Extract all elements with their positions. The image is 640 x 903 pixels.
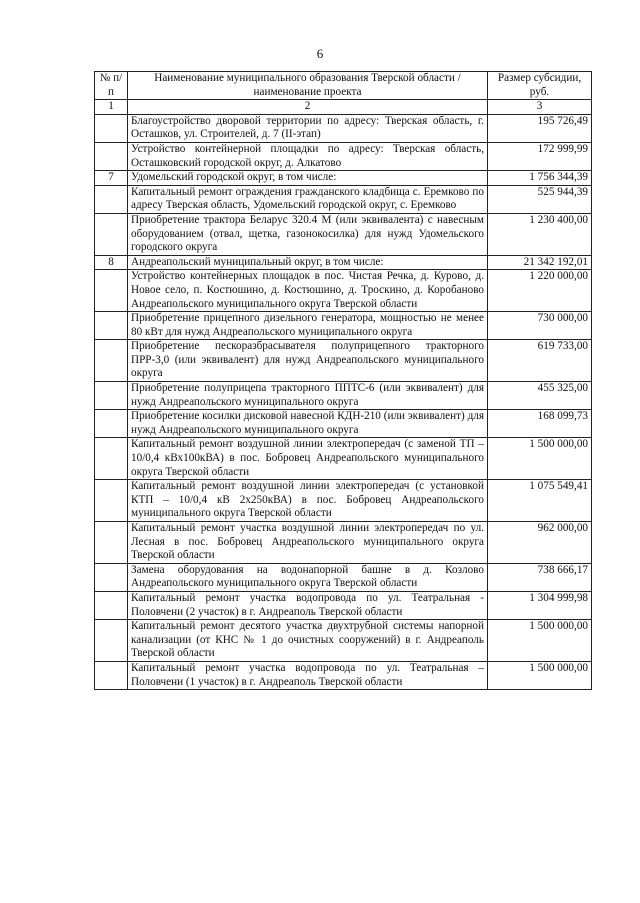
project-name: Андреапольский муниципальный округ, в том числе:	[128, 255, 488, 270]
subsidy-amount: 195 726,49	[488, 114, 592, 142]
table-row	[95, 255, 592, 270]
subsidy-amount: 168 099,73	[488, 410, 592, 438]
subsidy-amount: 738 666,17	[488, 563, 592, 591]
project-name: Капитальный ремонт воздушной линии электропередач (с заменой ТП – 10/0,4 кВх100кВА) в пос. Бобровец Андреапольского муниципального округа Тверской области	[128, 438, 488, 480]
table-row	[95, 522, 592, 564]
table-header-row	[95, 72, 592, 100]
table-row	[95, 620, 592, 662]
row-number	[95, 410, 128, 438]
project-name: Приобретение косилки дисковой навесной КДН-210 (или эквивалент) для нужд Андреапольского муниципального округа	[128, 410, 488, 438]
row-number: 8	[95, 255, 128, 270]
subsidy-amount: 1 500 000,00	[488, 620, 592, 662]
subsidy-amount: 1 756 344,39	[488, 171, 592, 186]
project-name: Капитальный ремонт воздушной линии электропередач (с установкой КТП – 10/0,4 кВ 2х250кВА) в пос. Бобровец Андреапольского муниципального округа Тверской области	[128, 480, 488, 522]
table-row	[95, 438, 592, 480]
project-name: Благоустройство дворовой территории по адресу: Тверская область, г. Осташков, ул. Строителей, д. 7 (II-этап)	[128, 114, 488, 142]
table-row	[95, 213, 592, 255]
project-name: Капитальный ремонт участка водопровода по ул. Театральная - Половчени (2 участок) в г. Андреаполь Тверской области	[128, 591, 488, 619]
header-amount: Размер субсидии, руб.	[488, 72, 592, 100]
project-name: Приобретение трактора Беларус 320.4 М (или эквивалента) с навесным оборудованием (отвал, щетка, газонокосилка) для нужд Удомельского городского округа	[128, 213, 488, 255]
project-name: Устройство контейнерных площадок в пос. Чистая Речка, д. Куровo, д. Новое село, п. Костюшино, д. Костюшино, д. Троскино, д. Коробаново Андреапольского муниципального округа Тверской области	[128, 270, 488, 312]
page-number: 6	[316, 46, 324, 61]
table-row	[95, 563, 592, 591]
row-number	[95, 142, 128, 170]
row-number	[95, 620, 128, 662]
row-number	[95, 591, 128, 619]
row-number	[95, 340, 128, 382]
table-row	[95, 661, 592, 689]
table-row	[95, 410, 592, 438]
subsidy-amount: 172 999,99	[488, 142, 592, 170]
row-number	[95, 114, 128, 142]
table-row	[95, 142, 592, 170]
column-numbers-row	[95, 100, 592, 115]
subsidy-amount: 619 733,00	[488, 340, 592, 382]
subsidy-amount: 1 304 999,98	[488, 591, 592, 619]
header-name: Наименование муниципального образования Тверской области / наименование проекта	[128, 72, 488, 100]
row-number	[95, 213, 128, 255]
table-row	[95, 382, 592, 410]
project-name: Устройство контейнерной площадки по адресу: Тверская область, Осташковский городской округ, д. Алкатово	[128, 142, 488, 170]
subsidy-amount: 455 325,00	[488, 382, 592, 410]
row-number	[95, 563, 128, 591]
subsidy-amount: 1 500 000,00	[488, 661, 592, 689]
column-number: 3	[488, 100, 592, 115]
row-number	[95, 522, 128, 564]
row-number	[95, 382, 128, 410]
project-name: Капитальный ремонт десятого участка двухтрубной системы напорной канализации (от КНС № 1 до очистных сооружений) в г. Андреаполь Тверской области	[128, 620, 488, 662]
project-name: Приобретение прицепного дизельного генератора, мощностью не менее 80 кВт для нужд Андреапольского муниципального округа	[128, 312, 488, 340]
row-number	[95, 185, 128, 213]
row-number	[95, 480, 128, 522]
row-number	[95, 270, 128, 312]
table-row	[95, 312, 592, 340]
project-name: Капитальный ремонт участка водопровода по ул. Театральная – Половчени (1 участок) в г. Андреаполь Тверской области	[128, 661, 488, 689]
subsidy-amount: 1 220 000,00	[488, 270, 592, 312]
subsidy-amount: 730 000,00	[488, 312, 592, 340]
table-row	[95, 270, 592, 312]
row-number	[95, 661, 128, 689]
row-number: 7	[95, 171, 128, 186]
project-name: Капитальный ремонт ограждения гражданского кладбища с. Еремково по адресу Тверская область, Удомельский городской округ, с. Еремково	[128, 185, 488, 213]
header-num: № п/п	[95, 72, 128, 100]
subsidy-table	[94, 71, 592, 690]
table-row	[95, 185, 592, 213]
subsidy-amount: 1 230 400,00	[488, 213, 592, 255]
project-name: Приобретение пескоразбрасывателя полуприцепного тракторного ПРР-3,0 (или эквивалент) для нужд Андреапольского муниципального округа	[128, 340, 488, 382]
table-row	[95, 591, 592, 619]
row-number	[95, 438, 128, 480]
table-row	[95, 114, 592, 142]
row-number	[95, 312, 128, 340]
subsidy-amount: 1 075 549,41	[488, 480, 592, 522]
column-number: 1	[95, 100, 128, 115]
column-number: 2	[128, 100, 488, 115]
project-name: Замена оборудования на водонапорной башне в д. Козлово Андреапольского муниципального округа Тверской области	[128, 563, 488, 591]
subsidy-amount: 525 944,39	[488, 185, 592, 213]
project-name: Удомельский городской округ, в том числе:	[128, 171, 488, 186]
table-row	[95, 480, 592, 522]
subsidy-amount: 962 000,00	[488, 522, 592, 564]
table-row	[95, 171, 592, 186]
table-row	[95, 340, 592, 382]
project-name: Капитальный ремонт участка воздушной линии электропередач по ул. Лесная в пос. Бобровец Андреапольского муниципального округа Тверской области	[128, 522, 488, 564]
project-name: Приобретение полуприцепа тракторного ППТС-6 (или эквивалент) для нужд Андреапольского муниципального округа	[128, 382, 488, 410]
subsidy-amount: 1 500 000,00	[488, 438, 592, 480]
subsidy-amount: 21 342 192,01	[488, 255, 592, 270]
